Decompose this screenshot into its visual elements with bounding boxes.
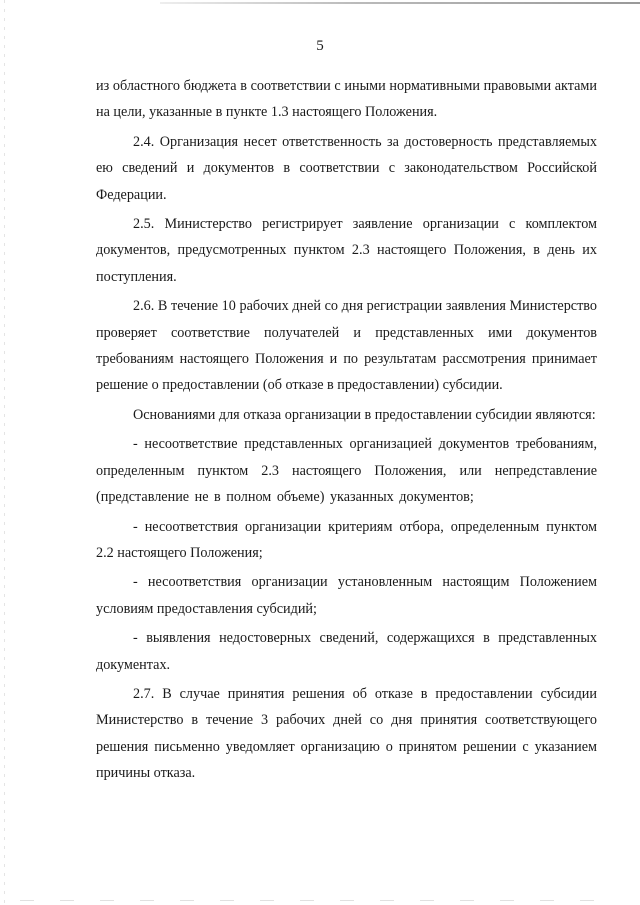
paragraph-2-4: 2.4. Организация несет ответственность за достоверность представляемых ею сведений и документов в соответствии с законодательством Российской Федерации. [96,133,597,203]
list-item-grounds-1: - несоответствие представленных организацией документов требованиям, определенным пунктом 2.3 настоящего Положения, или непредставление (представление не в полном объеме) указанных документов; [96,436,597,506]
list-item-grounds-2: - несоответствия организации критериям отбора, определенным пунктом 2.2 настоящего Положения; [96,518,597,561]
document-body [96,73,597,787]
paragraph-2-5: 2.5. Министерство регистрирует заявление организации с комплектом документов, предусмотренных пунктом 2.3 настоящего Положения, в день их поступления. [96,216,597,285]
scan-edge-left [4,0,5,905]
list-item-grounds-3: - несоответствия организации установленным настоящим Положением условиям предоставления субсидий; [96,574,597,617]
paragraph-2-7: 2.7. В случае принятия решения об отказе в предоставлении субсидии Министерство в течение 3 рабочих дней со дня принятия соответствующего решения письменно уведомляет организацию о принятом решении с указанием причины отказа. [96,685,597,782]
scan-edge-bottom [20,900,620,901]
paragraph-2-6: 2.6. В течение 10 рабочих дней со дня регистрации заявления Министерство проверяет соответствие получателей и представленных ими документов требованиям настоящего Положения и по результатам рассмотрения принимает решение о предоставлении (об отказе в предоставлении) субсидии. [96,298,597,394]
list-item-grounds-4: - выявления недостоверных сведений, содержащихся в представленных документах. [96,630,597,673]
scan-edge-top [160,2,640,4]
page-number: 5 [316,38,324,54]
paragraph-grounds-intro: Основаниями для отказа организации в предоставлении субсидии являются: [133,406,596,423]
paragraph-continuation: из областного бюджета в соответствии с иными нормативными правовыми актами на цели, указанные в пункте 1.3 настоящего Положения. [96,78,597,121]
